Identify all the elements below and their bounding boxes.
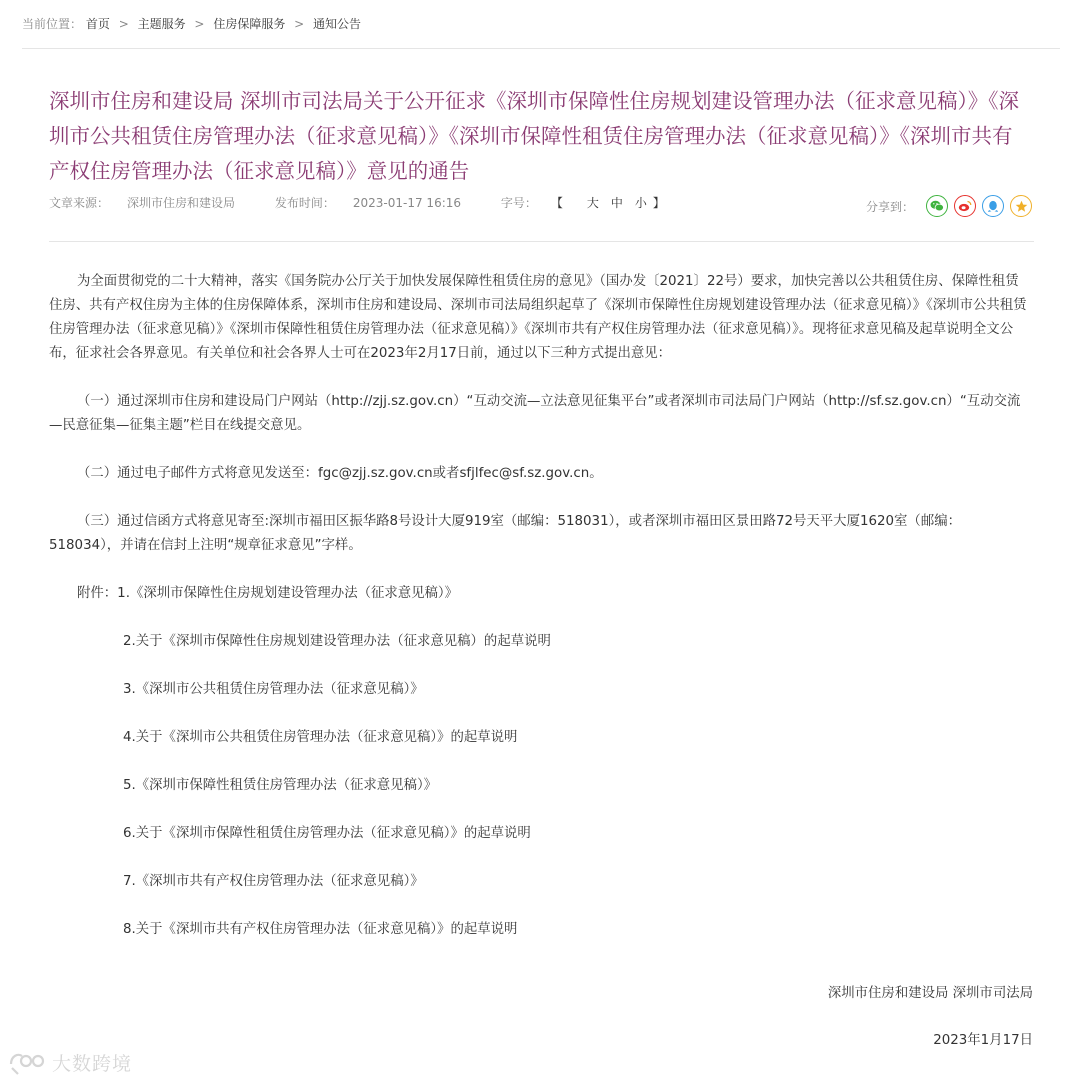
article-source <box>49 196 253 210</box>
issue-date: 2023年1月17日 <box>933 1033 1033 1048</box>
attachment-item-1[interactable] <box>49 582 1031 606</box>
breadcrumb-notices-link[interactable]: 通知公告 <box>313 17 362 31</box>
breadcrumb-separator: > <box>118 17 129 31</box>
method-3-paragraph: （三）通过信函方式将意见寄至:深圳市福田区振华路8号设计大厦919室（邮编：518031），或者深圳市福田区景田路72号天平大厦1620室（邮编：518034），并请在信封上注明“规章征求意见”字样。 <box>49 514 961 553</box>
meta-divider <box>49 241 1034 242</box>
attachment-item-6[interactable]: 6.关于《深圳市保障性租赁住房管理办法（征求意见稿）》的起草说明 <box>123 826 531 841</box>
share-label: 分享到： <box>865 199 914 214</box>
font-size-small-button[interactable]: 小 <box>634 196 647 210</box>
breadcrumb-divider <box>22 48 1060 49</box>
method-1-paragraph: （一）通过深圳市住房和建设局门户网站（http://zjj.sz.gov.cn）“互动交流—立法意见征集平台”或者深圳市司法局门户网站（http://sf.sz.gov.cn）“互动交流—民意征集—征集主题”栏目在线提交意见。 <box>49 394 1021 433</box>
attachments-label: 附件： <box>77 586 118 601</box>
font-size-bracket-close: 】 <box>652 196 665 210</box>
attachment-item-8[interactable]: 8.关于《深圳市共有产权住房管理办法（征求意见稿）》的起草说明 <box>123 922 518 937</box>
share-bar <box>866 195 1032 217</box>
source-label: 文章来源： <box>49 196 110 210</box>
breadcrumb-separator: > <box>294 17 305 31</box>
font-size-medium-button[interactable]: 中 <box>610 196 623 210</box>
breadcrumb-housing-services-link[interactable]: 住房保障服务 <box>213 17 286 31</box>
font-size-label: 字号： <box>500 196 537 210</box>
article-title: 深圳市住房和建设局 深圳市司法局关于公开征求《深圳市保障性住房规划建设管理办法（征求意见稿）》《深圳市公共租赁住房管理办法（征求意见稿）》《深圳市保障性租赁住房管理办法（征求意见稿）》《深圳市共有产权住房管理办法（征求意见稿）》意见的通告 <box>49 89 1020 183</box>
font-size-large-button[interactable]: 大 <box>586 196 599 210</box>
article-body <box>49 270 1031 942</box>
wechat-icon[interactable] <box>926 195 948 217</box>
breadcrumb-topic-services-link[interactable]: 主题服务 <box>137 17 186 31</box>
watermark-text: 大数跨境 <box>52 1053 133 1075</box>
source-value: 深圳市住房和建设局 <box>127 196 236 210</box>
breadcrumb-home-link[interactable]: 首页 <box>85 17 110 31</box>
breadcrumb-label: 当前位置： <box>22 17 83 31</box>
font-size-control <box>501 196 701 210</box>
watermark <box>8 1049 132 1076</box>
attachment-link[interactable]: 1.《深圳市保障性住房规划建设管理办法（征求意见稿）》 <box>117 586 459 601</box>
weibo-icon[interactable] <box>954 195 976 217</box>
breadcrumb-separator: > <box>194 17 205 31</box>
signature: 深圳市住房和建设局 深圳市司法局 <box>827 986 1033 1001</box>
font-size-bracket-open: 【 <box>556 196 563 210</box>
publish-time-label: 发布时间： <box>274 196 335 210</box>
attachment-item-7[interactable]: 7.《深圳市共有产权住房管理办法（征求意见稿）》 <box>123 874 424 889</box>
article-publish-time <box>275 196 479 210</box>
attachment-item-2[interactable]: 2.关于《深圳市保障性住房规划建设管理办法（征求意见稿）的起草说明 <box>123 634 551 649</box>
attachment-item-5[interactable]: 5.《深圳市保障性租赁住房管理办法（征求意见稿）》 <box>123 778 438 793</box>
qq-icon[interactable] <box>982 195 1004 217</box>
qzone-icon[interactable] <box>1010 195 1032 217</box>
publish-time-value: 2023-01-17 16:16 <box>352 196 462 210</box>
watermark-logo-icon <box>8 1050 48 1076</box>
attachment-item-4[interactable]: 4.关于《深圳市公共租赁住房管理办法（征求意见稿）》的起草说明 <box>123 730 518 745</box>
intro-paragraph: 为全面贯彻党的二十大精神，落实《国务院办公厅关于加快发展保障性租赁住房的意见》（国办发〔2021〕22号）要求，加快完善以公共租赁住房、保障性租赁住房、共有产权住房为主体的住房保障体系，深圳市住房和建设局、深圳市司法局组织起草了《深圳市保障性住房规划建设管理办法（征求意见稿）》《深圳市公共租赁住房管理办法（征求意见稿）》《深圳市保障性租赁住房管理办法（征求意见稿）》《深圳市共有产权住房管理办法（征求意见稿）》。现将征求意见稿及起草说明全文公布，征求社会各界意见。有关单位和社会各界人士可在2023年2月17日前，通过以下三种方式提出意见： <box>49 274 1027 361</box>
method-2-paragraph: （二）通过电子邮件方式将意见发送至：fgc@zjj.sz.gov.cn或者sfjlfec@sf.sz.gov.cn。 <box>77 466 603 481</box>
attachment-item-3[interactable]: 3.《深圳市公共租赁住房管理办法（征求意见稿）》 <box>123 682 424 697</box>
attachments-list <box>49 582 1031 942</box>
article-meta <box>49 194 719 211</box>
breadcrumb <box>22 15 361 32</box>
